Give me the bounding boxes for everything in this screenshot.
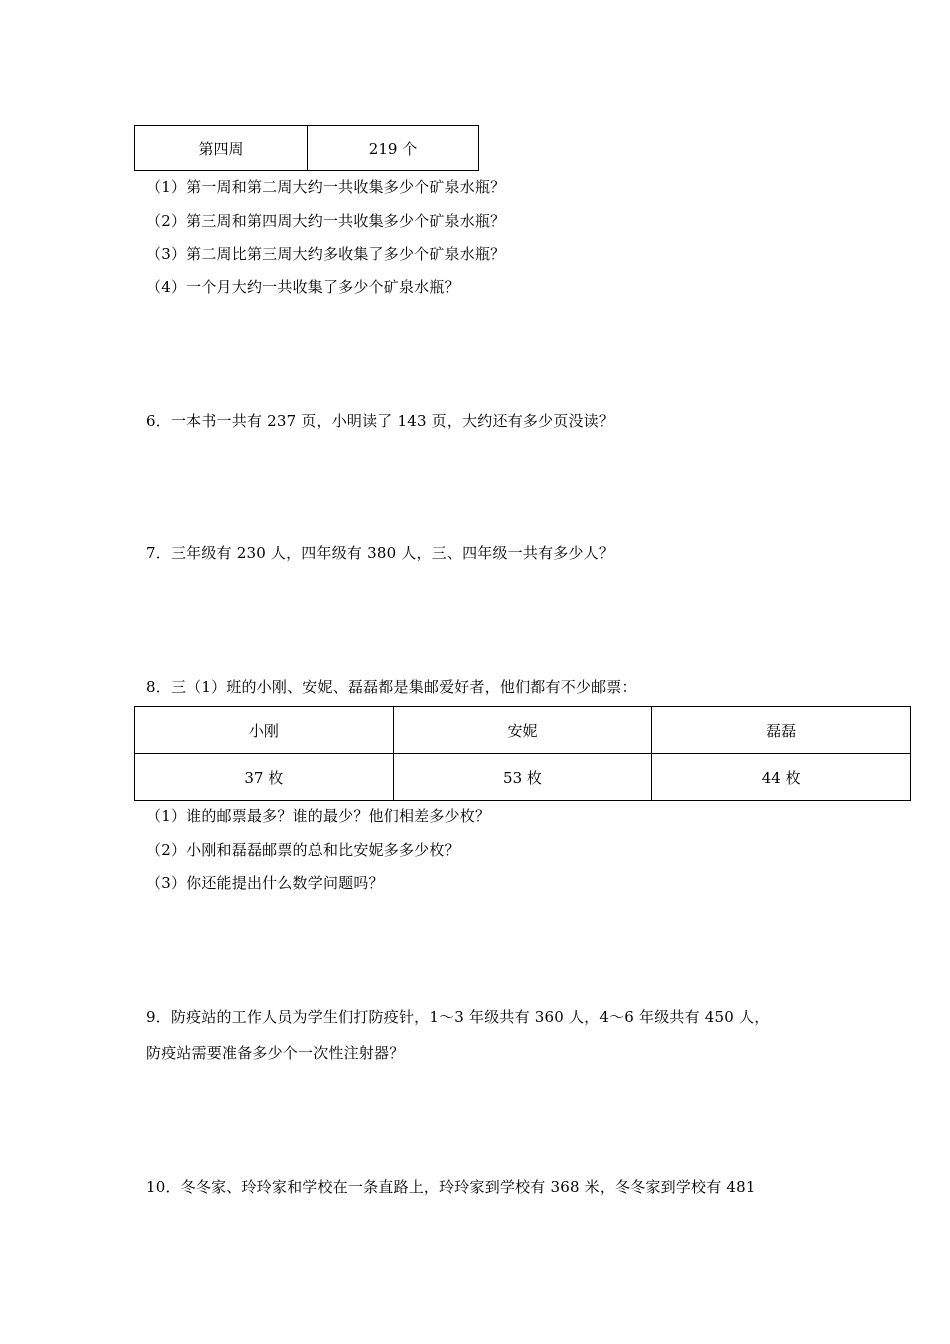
question-9-line-2: 防疫站需要准备多少个一次性注射器？ xyxy=(146,1044,405,1062)
value-cell: 53 枚 xyxy=(393,754,652,801)
header-cell: 安妮 xyxy=(393,707,652,754)
table-row xyxy=(135,126,479,171)
q5-sub-3: （3）第二周比第三周大约多收集了多少个矿泉水瓶？ xyxy=(146,245,506,263)
value-cell: 44 枚 xyxy=(652,754,911,801)
q5-sub-2: （2）第三周和第四周大约一共收集多少个矿泉水瓶？ xyxy=(146,212,506,230)
q5-sub-4: （4）一个月大约一共收集了多少个矿泉水瓶？ xyxy=(146,278,460,296)
header-cell: 磊磊 xyxy=(652,707,911,754)
count-cell: 219 个 xyxy=(308,126,479,171)
question-8: 8．三（1）班的小刚、安妮、磊磊都是集邮爱好者，他们都有不少邮票： xyxy=(146,678,637,696)
table-row xyxy=(135,754,911,801)
question-9-line-1: 9．防疫站的工作人员为学生们打防疫针，1～3 年级共有 360 人，4～6 年级共有 450 人， xyxy=(146,1008,770,1026)
question-6: 6．一本书一共有 237 页，小明读了 143 页，大约还有多少页没读？ xyxy=(146,412,615,430)
stamps-table xyxy=(134,706,911,801)
question-7: 7．三年级有 230 人，四年级有 380 人，三、四年级一共有多少人？ xyxy=(146,544,615,562)
question-10: 10．冬冬家、玲玲家和学校在一条直路上，玲玲家到学校有 368 米，冬冬家到学校有 481 xyxy=(146,1178,756,1196)
value-cell: 37 枚 xyxy=(135,754,394,801)
q8-sub-1: （1）谁的邮票最多？谁的最少？他们相差多少枚？ xyxy=(146,807,491,825)
header-cell: 小刚 xyxy=(135,707,394,754)
week-cell: 第四周 xyxy=(135,126,308,171)
q8-sub-3: （3）你还能提出什么数学问题吗？ xyxy=(146,874,384,892)
q5-sub-1: （1）第一周和第二周大约一共收集多少个矿泉水瓶？ xyxy=(146,178,506,196)
table-row xyxy=(135,707,911,754)
week4-table xyxy=(134,125,479,171)
q8-sub-2: （2）小刚和磊磊邮票的总和比安妮多多少枚？ xyxy=(146,841,460,859)
